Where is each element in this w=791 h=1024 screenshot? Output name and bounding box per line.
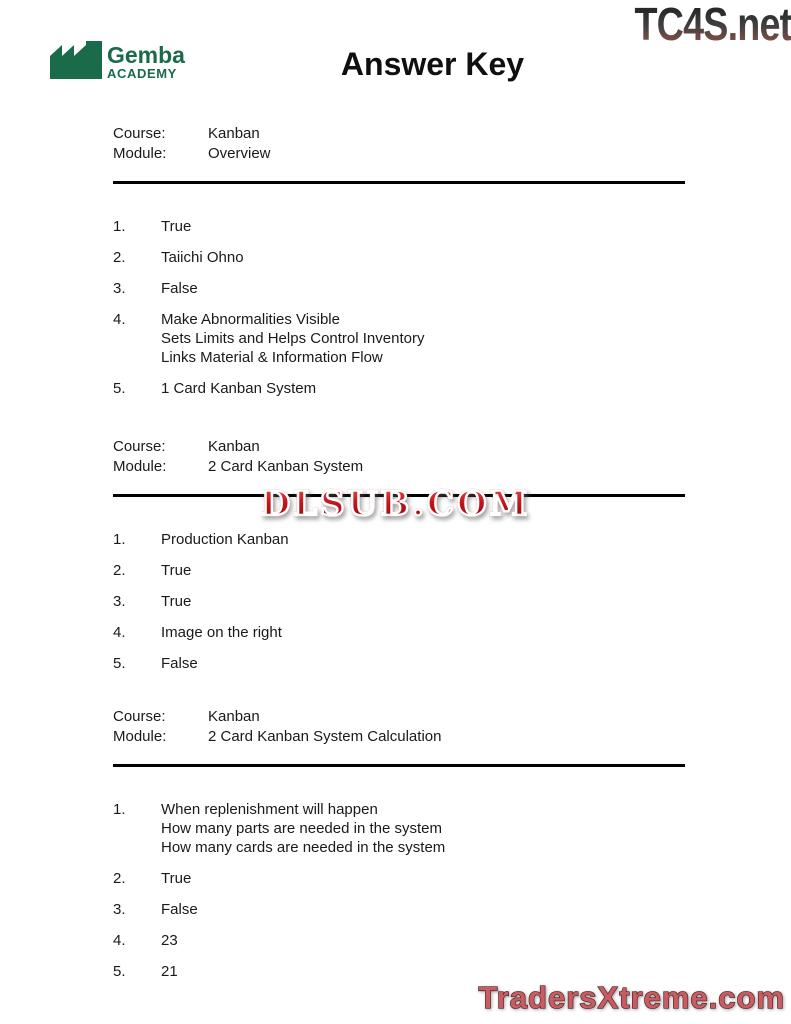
module-value: 2 Card Kanban System Calculation	[208, 728, 442, 745]
answer-item	[113, 592, 685, 611]
logo-name: Gemba	[107, 42, 185, 68]
answer-item	[113, 379, 685, 398]
module-label: Module:	[113, 458, 167, 475]
module-value: 2 Card Kanban System	[208, 458, 364, 475]
module-row	[113, 457, 685, 477]
module-label: Module:	[113, 728, 167, 745]
answer-text	[161, 869, 191, 888]
answer-item	[113, 217, 685, 236]
watermark-dlsub: DLSUB.COM	[260, 484, 531, 524]
answer-item	[113, 310, 685, 367]
page-title: Answer Key	[340, 46, 525, 82]
answer-text	[161, 561, 191, 580]
answer-text	[161, 962, 178, 981]
course-row	[113, 707, 685, 727]
logo-subtitle: ACADEMY	[107, 66, 177, 81]
answer-item	[113, 279, 685, 298]
answer-number: 5.	[113, 655, 126, 672]
section-divider	[113, 181, 685, 184]
answer-number: 4.	[113, 624, 126, 641]
course-section	[113, 124, 685, 398]
answer-list	[113, 217, 685, 398]
answer-item	[113, 561, 685, 580]
answer-line: True	[161, 593, 192, 610]
answer-item	[113, 931, 685, 950]
answer-list	[113, 800, 685, 981]
module-row	[113, 727, 685, 747]
answer-item	[113, 530, 685, 549]
answer-line: Taiichi Ohno	[161, 249, 244, 266]
answer-text	[161, 800, 445, 857]
answer-line: True	[161, 562, 192, 579]
watermark-tradersxtreme: TradersXtreme.com	[478, 980, 785, 1015]
answer-number: 2.	[113, 249, 126, 266]
answer-line: Image on the right	[161, 624, 282, 641]
answer-line: True	[161, 870, 192, 887]
answer-number: 1.	[113, 531, 126, 548]
answer-number: 1.	[113, 218, 126, 235]
answer-line: When replenishment will happen	[161, 801, 378, 818]
answer-line: How many parts are needed in the system	[161, 820, 442, 837]
module-row	[113, 144, 685, 164]
answer-text	[161, 592, 191, 611]
answer-line: False	[161, 901, 198, 918]
answer-number: 4.	[113, 932, 126, 949]
course-section	[113, 437, 685, 673]
answer-number: 3.	[113, 280, 126, 297]
answer-number: 1.	[113, 801, 126, 818]
answer-item	[113, 800, 685, 857]
answer-line: False	[161, 280, 198, 297]
course-label: Course:	[113, 708, 166, 725]
answer-number: 3.	[113, 593, 126, 610]
answer-text	[161, 217, 191, 236]
answer-line: False	[161, 655, 198, 672]
answer-number: 2.	[113, 562, 126, 579]
course-row	[113, 124, 685, 144]
answer-line: How many cards are needed in the system	[161, 839, 446, 856]
watermark-tc4s: TC4S.net	[634, 0, 791, 50]
module-value: Overview	[208, 145, 271, 162]
answer-number: 5.	[113, 963, 126, 980]
course-value: Kanban	[208, 125, 260, 142]
answer-text	[161, 379, 316, 398]
answer-text	[161, 248, 244, 267]
course-row	[113, 437, 685, 457]
section-divider	[113, 764, 685, 767]
answer-item	[113, 654, 685, 673]
answer-text	[161, 931, 178, 950]
answer-text	[161, 623, 282, 642]
answer-number: 3.	[113, 901, 126, 918]
answer-number: 4.	[113, 311, 126, 328]
course-label: Course:	[113, 438, 166, 455]
course-value: Kanban	[208, 708, 260, 725]
answer-text	[161, 654, 198, 673]
module-label: Module:	[113, 145, 167, 162]
answer-line: Sets Limits and Helps Control Inventory	[161, 330, 425, 347]
answer-list	[113, 530, 685, 673]
answer-line: Make Abnormalities Visible	[161, 311, 340, 328]
answer-item	[113, 248, 685, 267]
answer-line: True	[161, 218, 192, 235]
course-section	[113, 707, 685, 981]
answer-line: 1 Card Kanban System	[161, 380, 317, 397]
answer-text	[161, 310, 424, 367]
answer-line: Production Kanban	[161, 531, 289, 548]
answer-number: 2.	[113, 870, 126, 887]
answer-line: 23	[161, 932, 178, 949]
answer-text	[161, 279, 198, 298]
answer-item	[113, 900, 685, 919]
answer-item	[113, 869, 685, 888]
course-label: Course:	[113, 125, 166, 142]
answer-number: 5.	[113, 380, 126, 397]
answer-line: 21	[161, 963, 178, 980]
course-value: Kanban	[208, 438, 260, 455]
answer-text	[161, 900, 198, 919]
answer-item	[113, 962, 685, 981]
answer-line: Links Material & Information Flow	[161, 349, 383, 366]
answer-item	[113, 623, 685, 642]
answer-text	[161, 530, 289, 549]
